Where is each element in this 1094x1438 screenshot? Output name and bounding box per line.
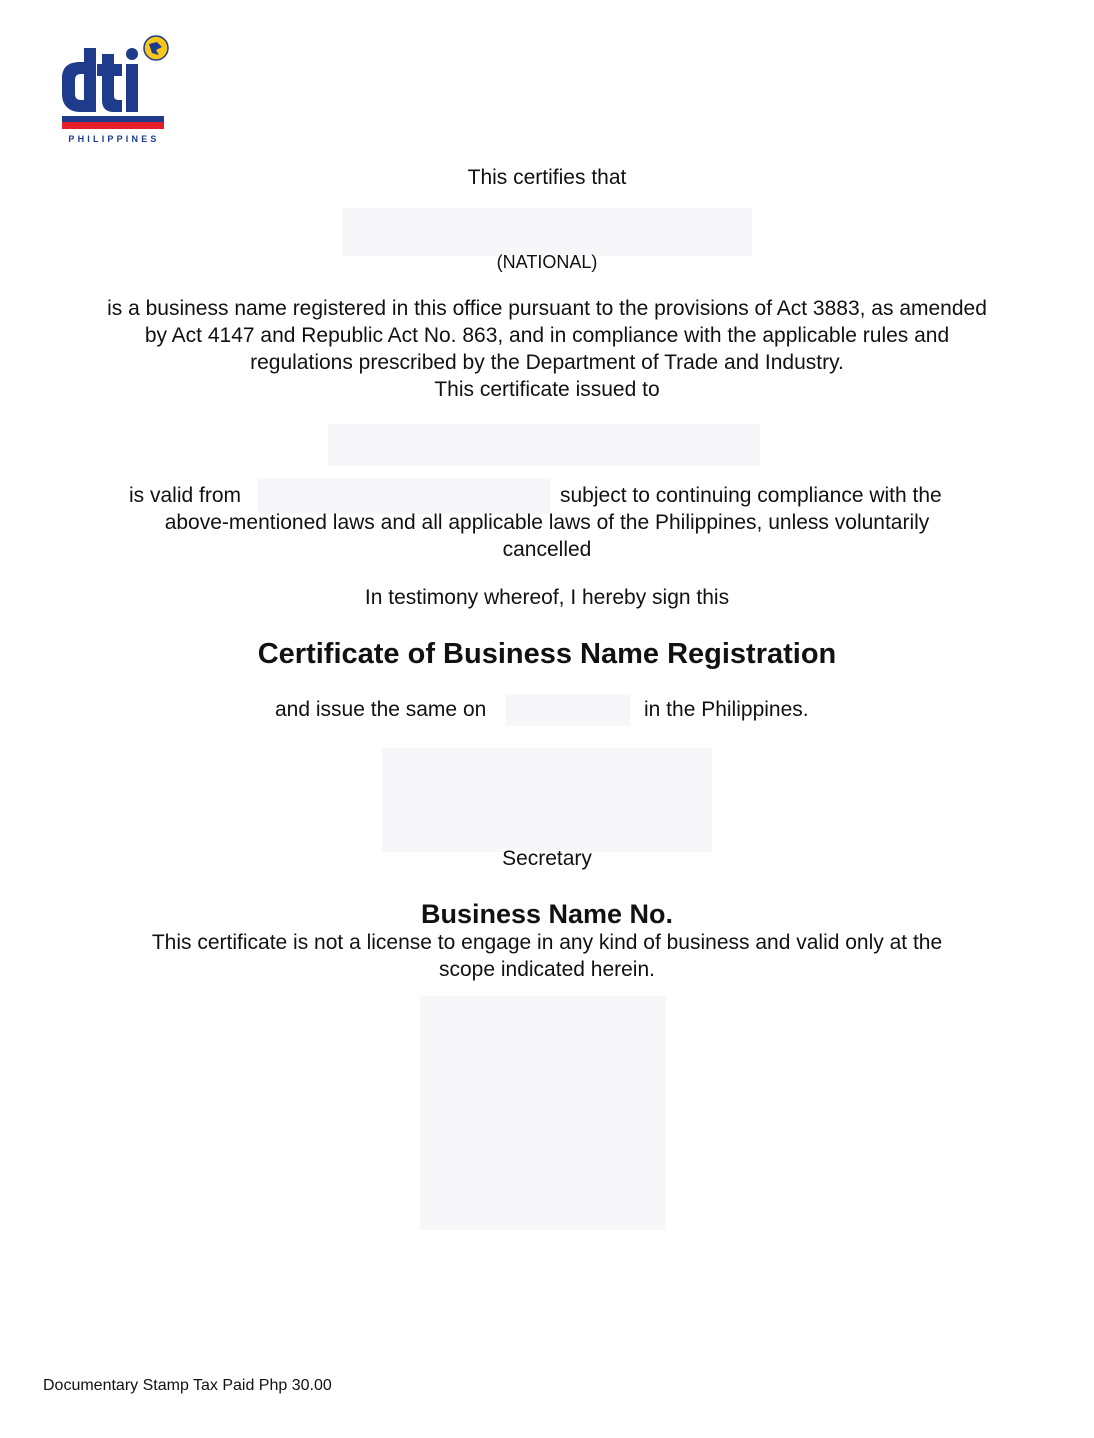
valid-suffix-text: subject to continuing compliance with the — [560, 484, 942, 507]
registration-line-3: regulations prescribed by the Department of Trade and Industry. — [250, 351, 844, 374]
testimony-text: In testimony whereof, I hereby sign this — [364, 586, 730, 609]
disclaimer-line-2: scope indicated herein. — [439, 958, 655, 981]
redacted-signature — [382, 748, 712, 852]
redacted-issue-date — [506, 694, 630, 726]
issue-prefix-text: and issue the same on — [275, 698, 487, 721]
redacted-qr-code — [420, 996, 666, 1230]
logo-subtext: PHILIPPINES — [68, 134, 160, 144]
validity-line-2: above-mentioned laws and all applicable laws of the Philippines, unless voluntarily — [164, 511, 930, 534]
stamp-tax-footer: Documentary Stamp Tax Paid Php 30.00 — [43, 1377, 332, 1394]
issued-to-text: This certificate issued to — [434, 378, 660, 401]
dti-logo — [58, 34, 174, 146]
disclaimer-line-1: This certificate is not a license to engage in any kind of business and valid only at the — [151, 931, 943, 954]
scope-text: (NATIONAL) — [496, 252, 598, 272]
issue-suffix-text: in the Philippines. — [644, 698, 809, 721]
certifies-text: This certifies that — [467, 166, 627, 189]
redacted-owner-name — [328, 424, 760, 466]
certificate-title: Certificate of Business Name Registration — [257, 638, 837, 670]
signatory-title: Secretary — [502, 847, 592, 870]
business-name-no-heading: Business Name No. — [420, 899, 674, 929]
valid-from-text: is valid from — [129, 484, 242, 507]
validity-line-3: cancelled — [502, 538, 592, 561]
registration-line-2: by Act 4147 and Republic Act No. 863, and in compliance with the applicable rules and — [144, 324, 950, 347]
registration-line-1: is a business name registered in this office pursuant to the provisions of Act 3883, as amended — [107, 297, 987, 320]
